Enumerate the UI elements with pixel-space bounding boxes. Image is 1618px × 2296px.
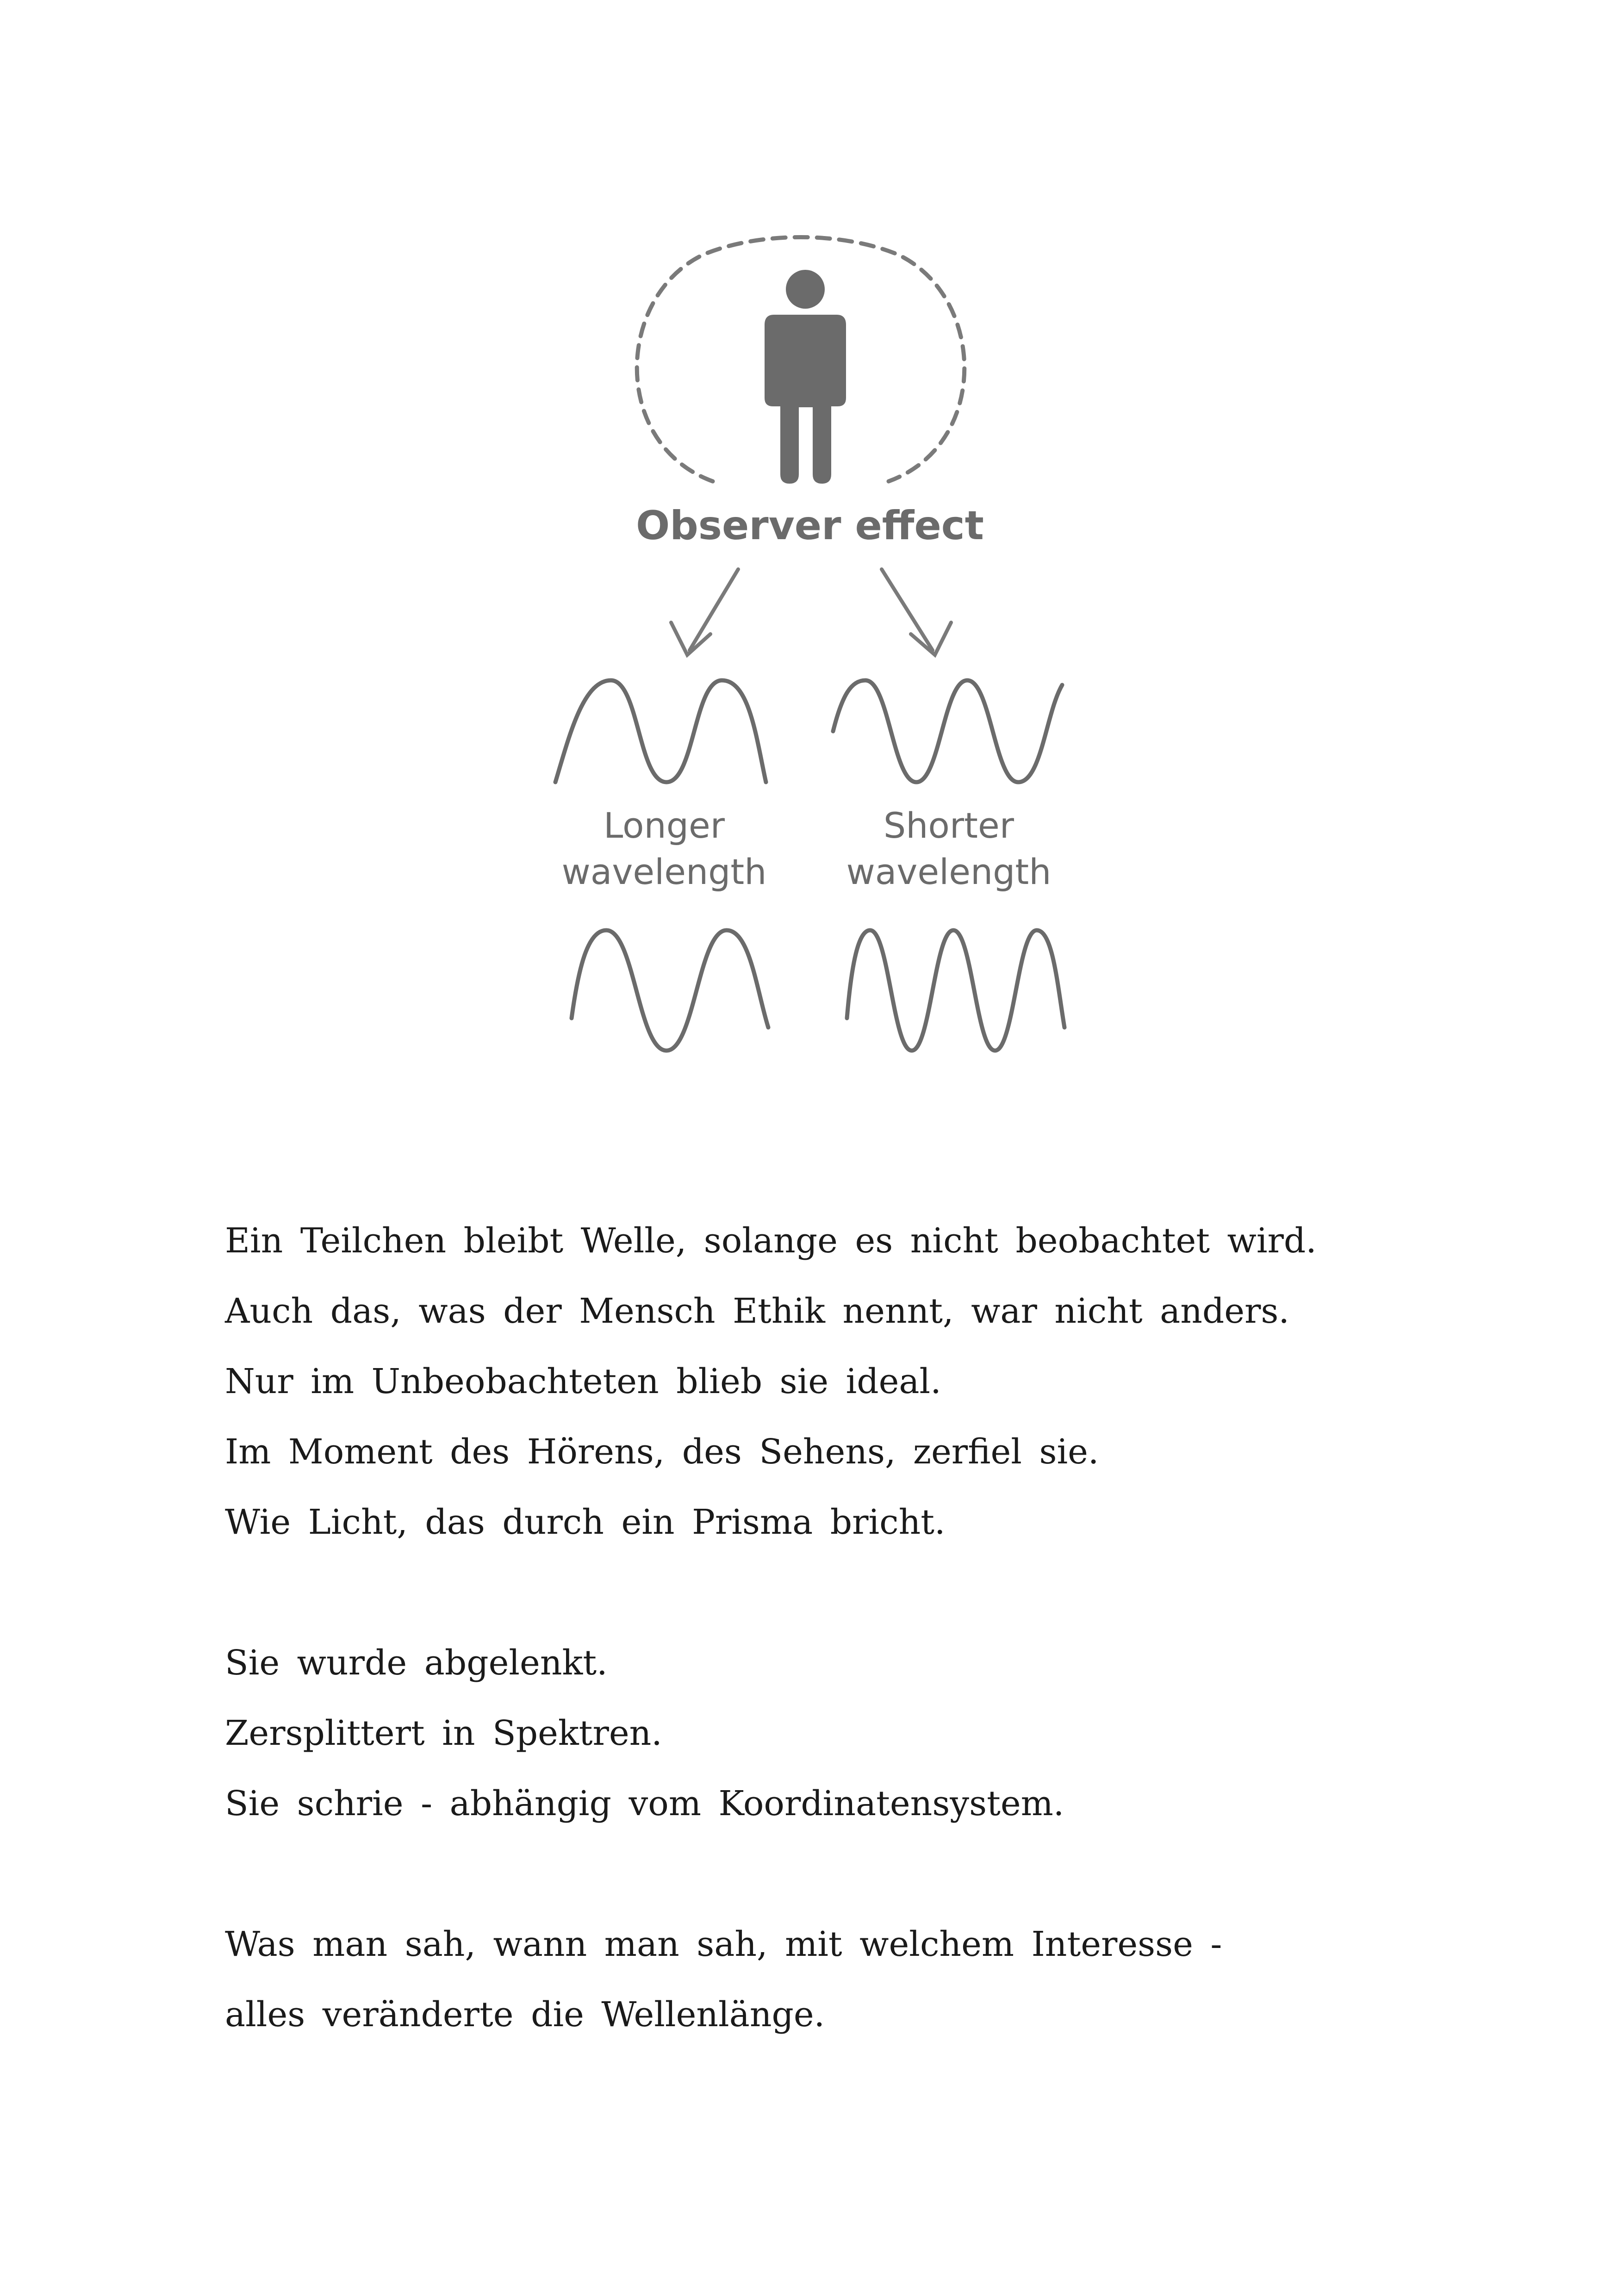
poem-line: Zersplittert in Spektren. — [225, 1713, 662, 1753]
stanza-gap — [225, 1839, 1475, 1909]
poem-line: Nur im Unbeobachteten blieb sie ideal. — [225, 1362, 941, 1401]
stanza-1 — [225, 1206, 1475, 1557]
person-icon — [765, 270, 846, 484]
wave-icon — [572, 930, 768, 1051]
poem-line: alles veränderte die Wellenlänge. — [225, 1995, 825, 2035]
observer-effect-diagram — [500, 204, 1120, 1120]
poem-line: Wie Licht, das durch ein Prisma bricht. — [225, 1502, 946, 1542]
wave-icon — [833, 680, 1062, 782]
stanza-2 — [225, 1628, 1475, 1839]
label-shorter: Shorter — [884, 805, 1014, 846]
figure-title: Observer effect — [636, 503, 984, 549]
label-shorter-wavelength: wavelength — [846, 851, 1052, 892]
poem-line: Auch das, was der Mensch Ethik nennt, war nicht anders. — [225, 1291, 1289, 1331]
stanza-gap — [225, 1557, 1475, 1628]
poem-line: Sie schrie - abhängig vom Koordinatensystem. — [225, 1784, 1064, 1823]
arrow-left-down — [671, 569, 738, 655]
poem-line: Ein Teilchen bleibt Welle, solange es nicht beobachtet wird. — [225, 1221, 1317, 1261]
poem-line: Was man sah, wann man sah, mit welchem Interesse - — [225, 1924, 1222, 1964]
stanza-3 — [225, 1909, 1475, 2050]
observer-effect-figure — [500, 204, 1120, 1120]
poem-line: Sie wurde abgelenkt. — [225, 1643, 608, 1683]
poem-line: Im Moment des Hörens, des Sehens, zerfiel sie. — [225, 1432, 1099, 1472]
wave-icon — [847, 930, 1064, 1051]
arrow-right-down — [882, 569, 951, 655]
label-longer-wavelength: wavelength — [561, 851, 767, 892]
wave-icon — [555, 680, 766, 782]
poem — [225, 1206, 1475, 2050]
label-longer: Longer — [604, 805, 725, 846]
